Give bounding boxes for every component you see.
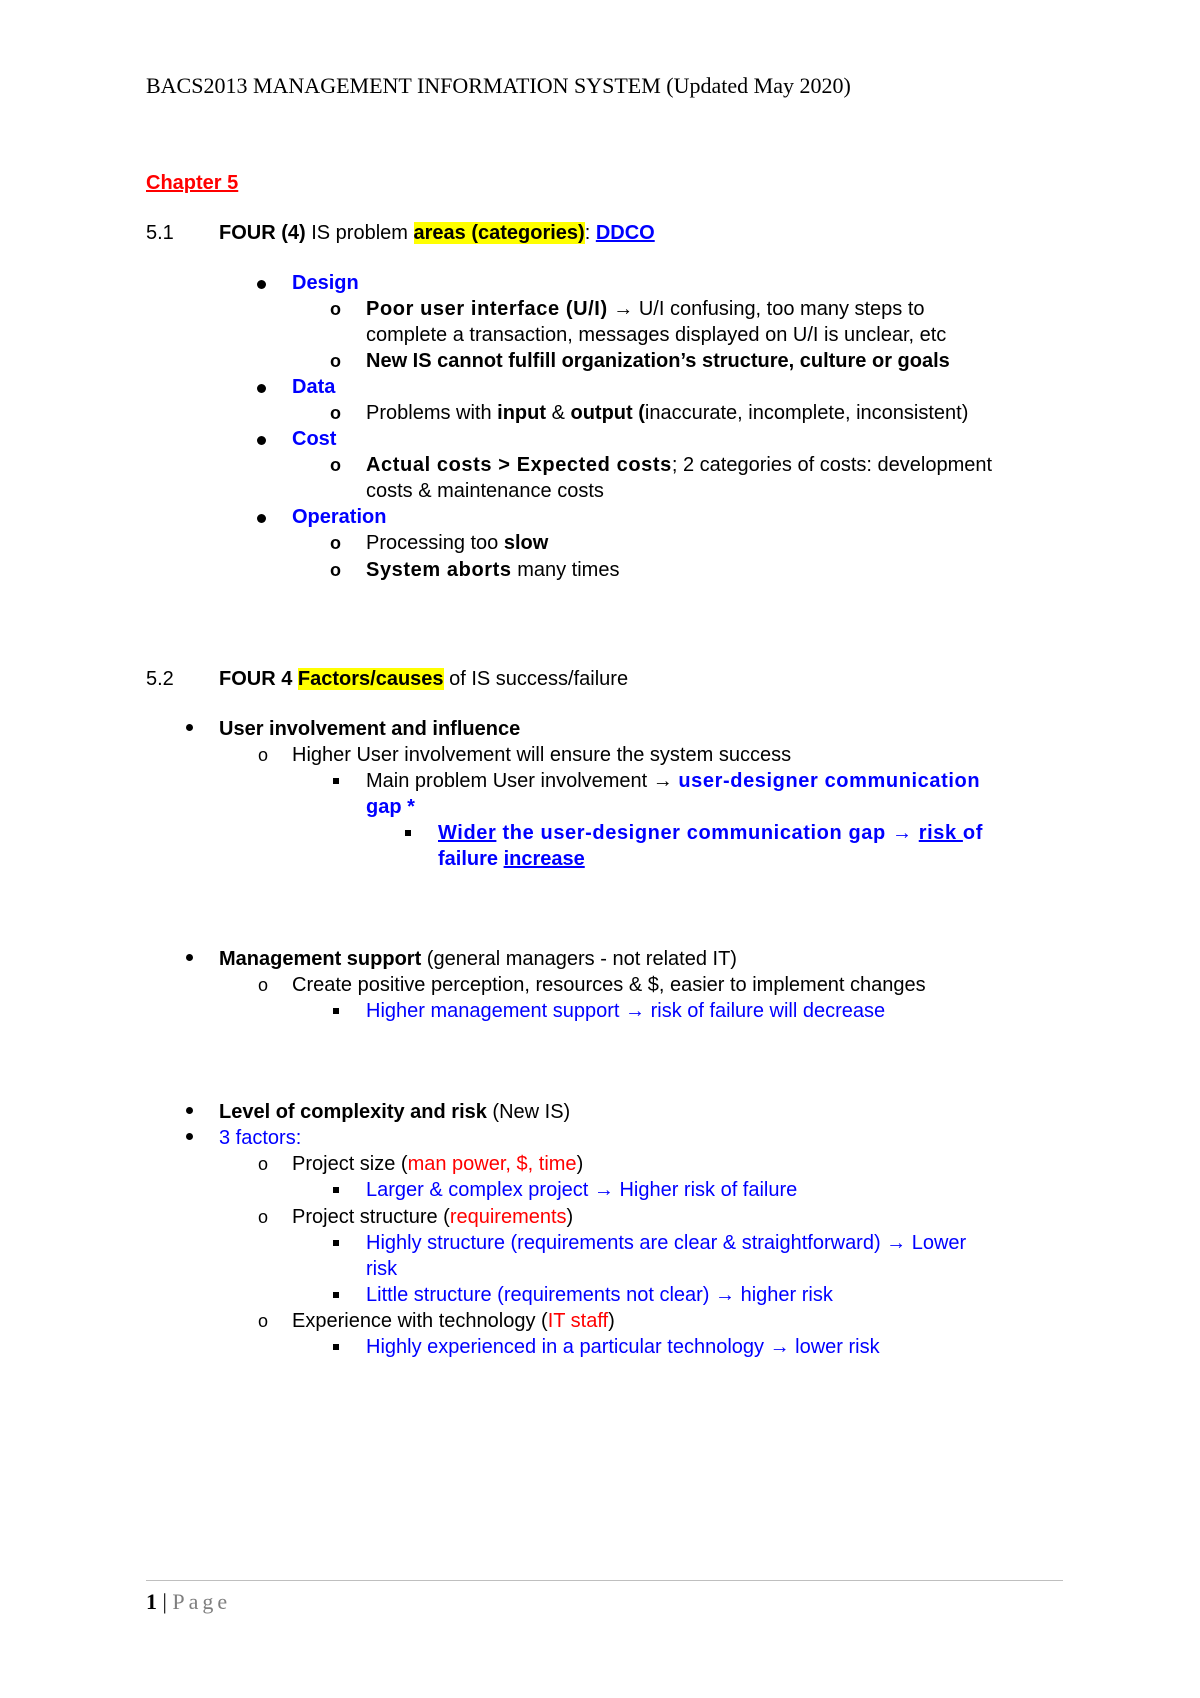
- failure-word: failure: [438, 848, 504, 870]
- red-text: man power, $, time: [407, 1153, 577, 1175]
- user-sq-1-line2: gap *: [366, 796, 415, 818]
- sub-bullet-o: o: [258, 1311, 269, 1331]
- heading-colon: :: [584, 222, 596, 244]
- bullet-dot: [186, 1133, 193, 1140]
- page-header: BACS2013 MANAGEMENT INFORMATION SYSTEM (Updated May 2020): [146, 73, 851, 98]
- increase-word: increase: [503, 848, 585, 870]
- project-size: [292, 1151, 583, 1177]
- user-sub-1: Higher User involvement will ensure the system success: [292, 744, 792, 766]
- project-structure-sq-2: Little structure (requirements not clear) → higher risk: [366, 1284, 833, 1306]
- risk-word: risk: [918, 822, 963, 844]
- red-text: requirements: [449, 1206, 567, 1228]
- category-operation: Operation: [292, 506, 387, 528]
- design-item-1-rest: → U/I confusing, too many steps to: [607, 298, 925, 320]
- wider-word: Wider: [438, 822, 497, 844]
- bullet-dot: [257, 514, 266, 523]
- section-5-2-heading: [219, 666, 628, 692]
- project-size-sq: Larger & complex project → Higher risk of failure: [366, 1179, 798, 1201]
- design-item-2: New IS cannot fulfill organization’s structure, culture or goals: [366, 350, 950, 372]
- output-word: output (: [570, 402, 645, 424]
- operation-item-1: [366, 530, 548, 556]
- text: Main problem User involvement →: [366, 770, 679, 792]
- page-footer: [146, 1588, 231, 1616]
- text: inaccurate, incomplete, inconsistent): [644, 402, 969, 424]
- sub-bullet-o: o: [330, 455, 341, 475]
- level-bold: Level of complexity and risk: [219, 1101, 487, 1123]
- text: (New IS): [486, 1101, 571, 1123]
- heading-areas-highlight: areas (categories): [413, 222, 585, 244]
- sub-bullet-o: o: [330, 351, 341, 371]
- mgmt-sub-1: Create positive perception, resources & $, easier to implement changes: [292, 974, 926, 996]
- design-item-1-line2: complete a transaction, messages displayed on U/I is unclear, etc: [366, 324, 947, 346]
- wider-gap-line: [438, 820, 983, 846]
- footer-separator: |: [157, 1589, 173, 1614]
- project-structure: [292, 1204, 573, 1230]
- mgmt-bold: Management support: [219, 948, 422, 970]
- text: the user-designer communication gap →: [496, 822, 919, 844]
- project-structure-sq-1: Highly structure (requirements are clear & straightforward) → Lower: [366, 1232, 967, 1254]
- cost-item-1-line2: costs & maintenance costs: [366, 480, 604, 502]
- square-bullet: [333, 1008, 339, 1014]
- experience-sq: Highly experienced in a particular technology → lower risk: [366, 1336, 880, 1358]
- text: Project size (: [292, 1153, 408, 1175]
- text: Experience with technology (: [292, 1310, 548, 1332]
- mgmt-sq-1: Higher management support → risk of failure will decrease: [366, 1000, 886, 1022]
- section-5-1-heading: [219, 220, 655, 246]
- input-word: input: [497, 402, 547, 424]
- user-sq-1: [366, 768, 980, 794]
- heading-four: FOUR 4: [219, 668, 298, 690]
- design-item-1-bold: Poor user interface (U/I): [366, 298, 608, 320]
- square-bullet: [333, 1344, 339, 1350]
- footer-rule: [146, 1580, 1063, 1581]
- sub-bullet-o: o: [330, 403, 341, 423]
- section-5-1-number: 5.1: [146, 222, 174, 244]
- cost-item-1: [366, 452, 992, 478]
- square-bullet: [333, 1240, 339, 1246]
- page-word: Page: [172, 1589, 232, 1614]
- red-text: IT staff: [547, 1310, 609, 1332]
- square-bullet: [333, 1292, 339, 1298]
- bullet-dot: [257, 280, 266, 289]
- sub-bullet-o: o: [258, 1207, 269, 1227]
- text: Processing too: [366, 532, 504, 554]
- sub-bullet-o: o: [258, 745, 269, 765]
- text: many times: [511, 559, 620, 581]
- text: ): [566, 1206, 574, 1228]
- square-bullet: [333, 1187, 339, 1193]
- three-factors: 3 factors:: [219, 1127, 302, 1149]
- text: ): [576, 1153, 584, 1175]
- sub-bullet-o: o: [258, 1154, 269, 1174]
- project-structure-sq-1-line2: risk: [366, 1258, 398, 1280]
- chapter-title: Chapter 5: [146, 172, 239, 194]
- cost-bold: Actual costs > Expected costs: [366, 454, 672, 476]
- bullet-dot: [186, 724, 193, 731]
- text: (general managers - not related IT): [421, 948, 737, 970]
- heading-text: of IS success/failure: [443, 668, 629, 690]
- heading-text: IS problem: [305, 222, 414, 244]
- sub-bullet-o: o: [258, 975, 269, 995]
- bullet-dot: [257, 384, 266, 393]
- text: Problems with: [366, 402, 498, 424]
- system-aborts: System aborts: [366, 559, 512, 581]
- operation-item-2: [366, 557, 619, 583]
- factor-complexity: [219, 1099, 570, 1125]
- bullet-dot: [186, 954, 193, 961]
- data-item-1: [366, 400, 968, 426]
- gap-phrase: user-designer communication: [678, 770, 981, 792]
- bullet-dot: [257, 436, 266, 445]
- factor-management-support: [219, 946, 737, 972]
- experience: [292, 1308, 615, 1334]
- category-cost: Cost: [292, 428, 337, 450]
- slow-word: slow: [503, 532, 549, 554]
- square-bullet: [405, 830, 411, 836]
- cost-rest: ; 2 categories of costs: development: [671, 454, 993, 476]
- text: Project structure (: [292, 1206, 450, 1228]
- design-item-1: [366, 296, 1063, 322]
- of-word: of: [962, 822, 983, 844]
- page-number: 1: [146, 1589, 157, 1614]
- text: &: [546, 402, 571, 424]
- square-bullet: [333, 778, 339, 784]
- sub-bullet-o: o: [330, 560, 341, 580]
- heading-four: FOUR (4): [219, 222, 306, 244]
- sub-bullet-o: o: [330, 299, 341, 319]
- category-design: Design: [292, 272, 359, 294]
- factor-user-involvement: User involvement and influence: [219, 718, 521, 740]
- ddco-link: DDCO: [595, 222, 655, 244]
- text: ): [608, 1310, 615, 1332]
- category-data: Data: [292, 376, 336, 398]
- sub-bullet-o: o: [330, 533, 341, 553]
- section-5-2-number: 5.2: [146, 668, 174, 690]
- wider-gap-line2: [438, 846, 585, 872]
- bullet-dot: [186, 1107, 193, 1114]
- heading-factors-highlight: Factors/causes: [297, 668, 444, 690]
